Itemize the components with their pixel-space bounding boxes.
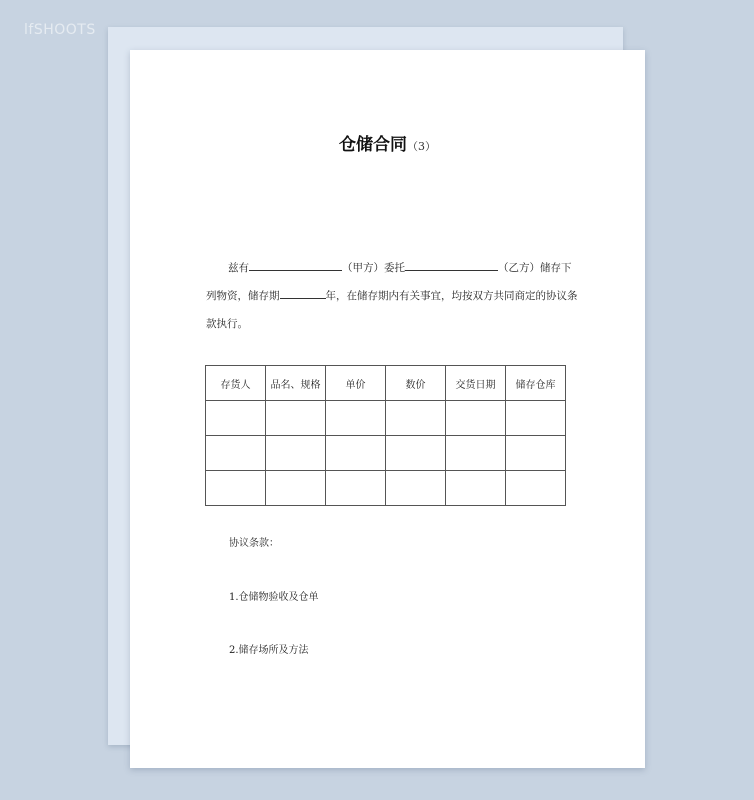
text-storage-period: 列物资，储存期 (206, 290, 280, 302)
table-header-row (206, 366, 566, 401)
table-row (206, 471, 566, 506)
table-row (206, 401, 566, 436)
text-agreement: 年，在储存期内有关事宜，均按双方共同商定的协议条 (325, 290, 578, 302)
title-text: 仓储合同 (339, 135, 407, 155)
header-depositor: 存货人 (206, 366, 266, 401)
table-cell (206, 401, 266, 436)
clause-item: 2.储存场所及方法 (229, 645, 309, 656)
intro-paragraph (206, 254, 578, 338)
table-cell (266, 401, 326, 436)
header-unit-price: 单价 (326, 366, 386, 401)
text-prefix: 兹有 (228, 262, 249, 274)
document-page (130, 50, 645, 768)
header-name-spec: 品名、规格 (266, 366, 326, 401)
title-number: （3） (407, 140, 436, 153)
table-cell (326, 401, 386, 436)
table-cell (506, 401, 566, 436)
table-row (206, 436, 566, 471)
table-cell (386, 436, 446, 471)
storage-period-blank (280, 286, 326, 299)
header-warehouse: 储存仓库 (506, 366, 566, 401)
table-cell (386, 471, 446, 506)
paragraph-line-3: 款执行。 (206, 318, 248, 330)
text-party-a: （甲方）委托 (342, 262, 405, 274)
table-cell (326, 436, 386, 471)
table-cell (446, 401, 506, 436)
table-cell (266, 471, 326, 506)
table-cell (266, 436, 326, 471)
watermark-logo: lfSHOOTS (24, 22, 96, 38)
clauses-heading: 协议条款： (229, 538, 279, 549)
document-title (130, 130, 645, 155)
clause-item: 1.仓储物验收及仓单 (229, 592, 319, 603)
header-quantity: 数价 (386, 366, 446, 401)
table-cell (386, 401, 446, 436)
table-cell (506, 436, 566, 471)
paragraph-line-2 (206, 282, 578, 310)
party-b-blank (405, 258, 498, 271)
paragraph-line-1 (206, 254, 571, 282)
party-a-blank (249, 258, 342, 271)
table-cell (506, 471, 566, 506)
table-cell (446, 471, 506, 506)
table-cell (326, 471, 386, 506)
table-cell (446, 436, 506, 471)
text-party-b: （乙方）储存下 (498, 262, 572, 274)
table-cell (206, 471, 266, 506)
goods-table (205, 365, 566, 506)
header-delivery-date: 交货日期 (446, 366, 506, 401)
table-cell (206, 436, 266, 471)
